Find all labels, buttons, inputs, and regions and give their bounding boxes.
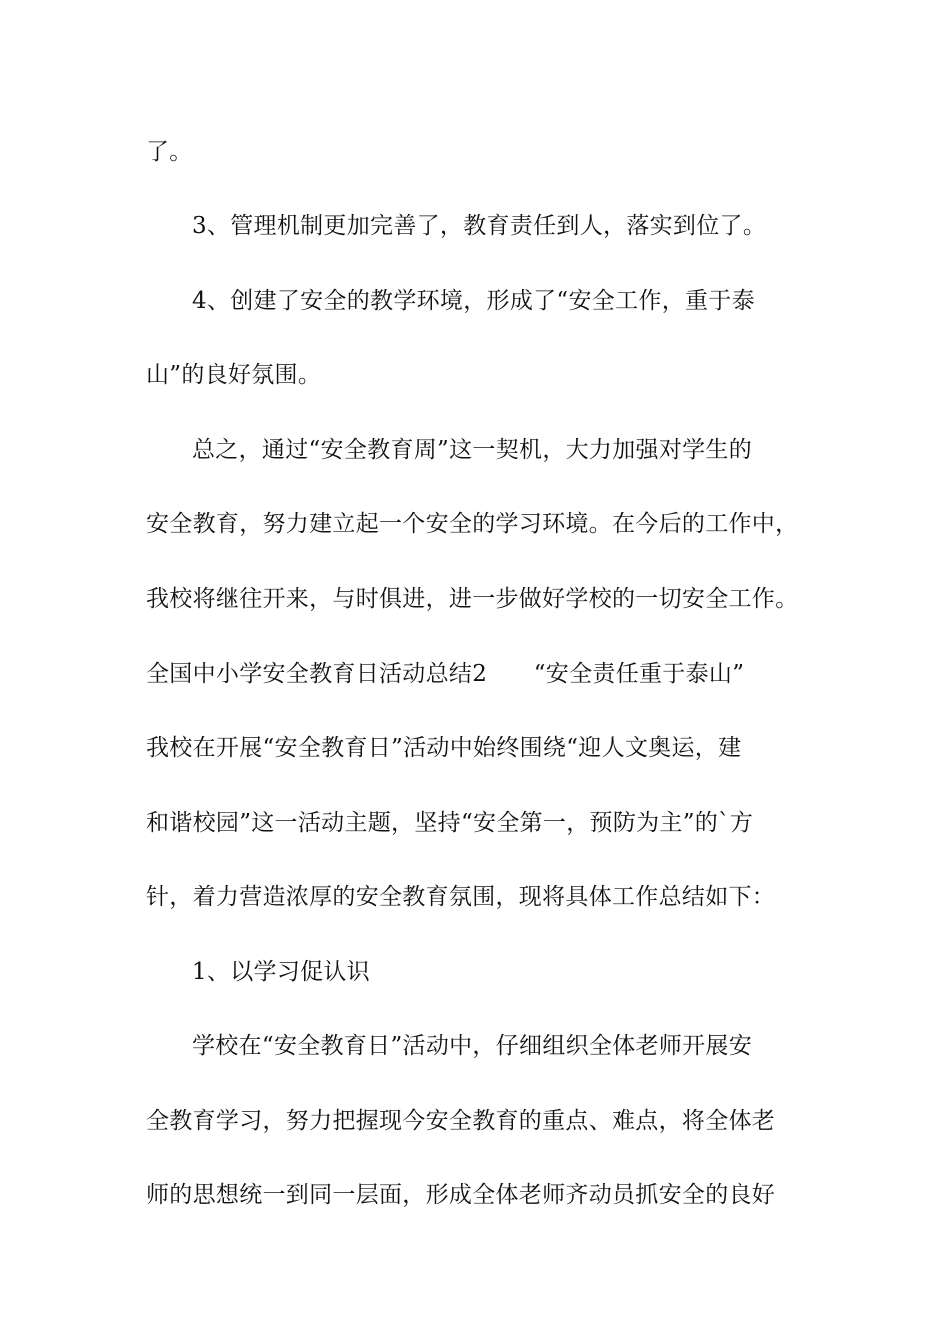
text-line: 3、管理机制更加完善了，教育责任到人，落实到位了。 <box>192 213 767 239</box>
text-line: 全教育学习，努力把握现今安全教育的重点、难点，将全体老 <box>146 1108 776 1134</box>
text-line: 和谐校园”这一活动主题，坚持“安全第一，预防为主”的`方 <box>146 810 754 836</box>
text-line: 总之，通过“安全教育周”这一契机，大力加强对学生的 <box>192 437 753 463</box>
text-line: 了。 <box>146 139 193 165</box>
list-item-heading: 1、以学习促认识 <box>192 959 371 985</box>
text-line: 4、创建了安全的教学环境，形成了“安全工作，重于泰 <box>192 288 755 314</box>
text-line: 我校将继往开来，与时俱进，进一步做好学校的一切安全工作。 <box>146 586 799 612</box>
section-heading: 全国中小学安全教育日活动总结2 “安全责任重于泰山” <box>146 661 745 687</box>
text-line: 我校在开展“安全教育日”活动中始终围绕“迎人文奥运，建 <box>146 735 742 761</box>
text-line: 师的思想统一到同一层面，形成全体老师齐动员抓安全的良好 <box>146 1182 776 1208</box>
text-line: 学校在“安全教育日”活动中，仔细组织全体老师开展安 <box>192 1033 753 1059</box>
text-line: 针，着力营造浓厚的安全教育氛围，现将具体工作总结如下： <box>146 884 776 910</box>
text-line: 山”的良好氛围。 <box>146 362 322 388</box>
text-line: 安全教育，努力建立起一个安全的学习环境。在今后的工作中， <box>146 511 799 537</box>
